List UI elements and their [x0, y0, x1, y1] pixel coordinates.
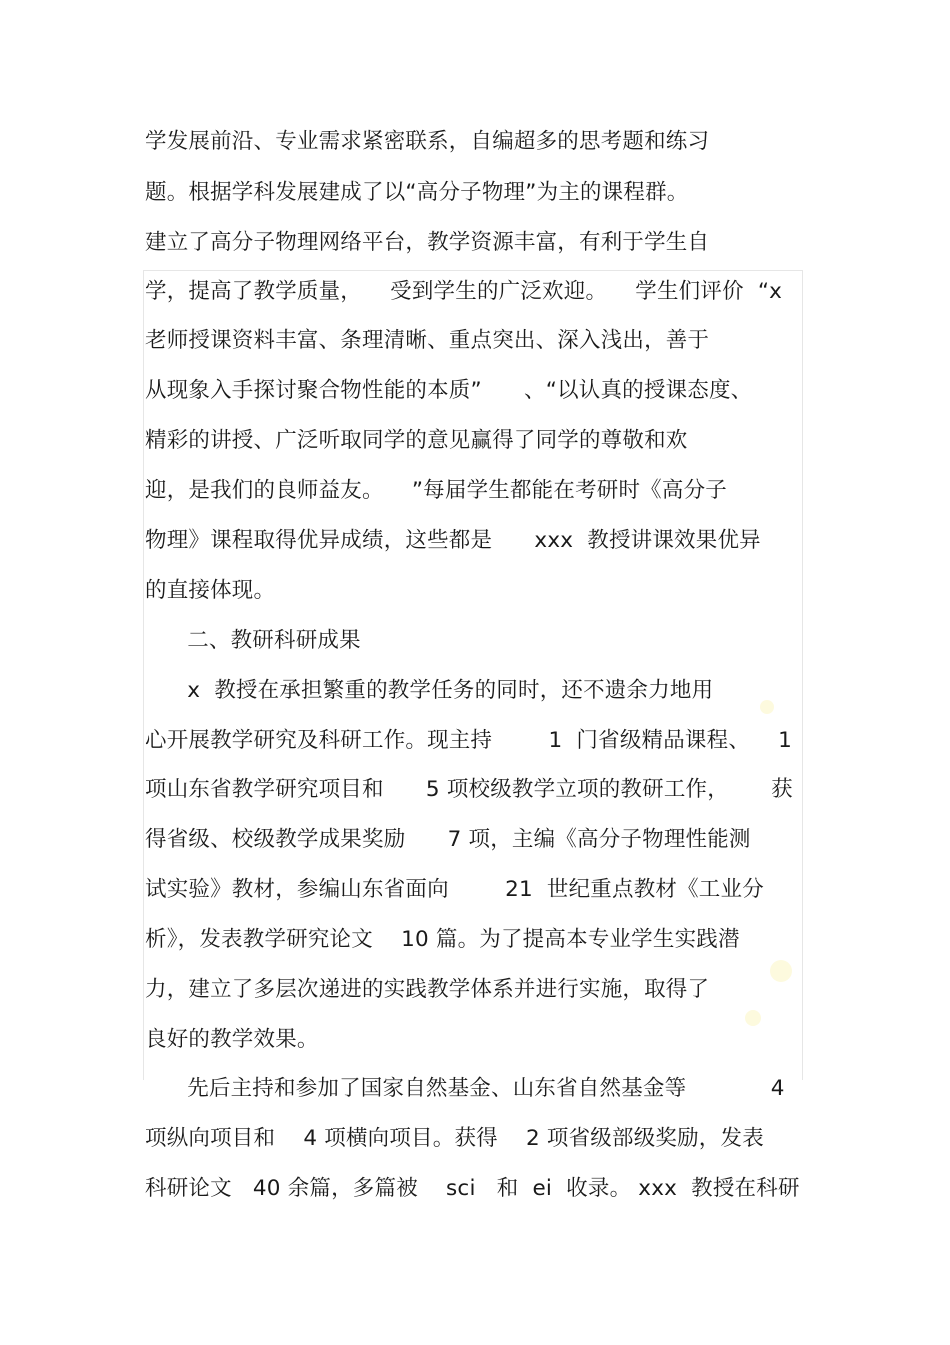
text-line: 建立了高分子物理网络平台，教学资源丰富，有利于学生自: [145, 230, 710, 255]
text-line: x 教授在承担繁重的教学任务的同时，还不遗余力地用: [145, 678, 714, 703]
text-line: 从现象入手探讨聚合物性能的本质” 、“以认真的授课态度、: [145, 378, 753, 403]
text-line: 学发展前沿、专业需求紧密联系，自编超多的思考题和练习: [145, 129, 710, 154]
text-line: 精彩的讲授、广泛听取同学的意见赢得了同学的尊敬和欢: [145, 428, 688, 453]
text-line: 的直接体现。: [145, 578, 276, 603]
section-heading: 二、教研科研成果: [145, 628, 361, 653]
text-line: 项山东省教学研究项目和 5 项校级教学立项的教研工作， 获: [145, 777, 793, 802]
text-line: 试实验》教材，参编山东省面向 21 世纪重点教材《工业分: [145, 877, 764, 902]
frame-right-border: [802, 270, 803, 1080]
text-line: 迎，是我们的良师益友。 ”每届学生都能在考研时《高分子: [145, 478, 727, 503]
text-line: 析》，发表教学研究论文 10 篇。为了提高本专业学生实践潜: [145, 927, 740, 952]
text-line: 良好的教学效果。: [145, 1027, 319, 1052]
text-line: 项纵向项目和 4 项横向项目。获得 2 项省级部级奖励，发表: [145, 1126, 764, 1151]
text-line: 题。根据学科发展建成了以“高分子物理”为主的课程群。: [145, 180, 689, 205]
frame-top-border: [143, 270, 803, 271]
text-line: 老师授课资料丰富、条理清晰、重点突出、深入浅出，善于: [145, 328, 710, 353]
text-line: 力，建立了多层次递进的实践教学体系并进行实施，取得了: [145, 977, 710, 1002]
text-line: 物理》课程取得优异成绩，这些都是 xxx 教授讲课效果优异: [145, 528, 761, 553]
text-line: 学，提高了教学质量， 受到学生的广泛欢迎。 学生们评价 “x: [145, 279, 783, 304]
faint-watermark-speck: [745, 1010, 761, 1026]
text-line: 心开展教学研究及科研工作。现主持 1 门省级精品课程、 1: [145, 728, 793, 753]
text-line: 得省级、校级教学成果奖励 7 项，主编《高分子物理性能测: [145, 827, 751, 852]
faint-watermark-speck: [770, 960, 792, 982]
faint-watermark-speck: [760, 700, 774, 714]
text-line: 科研论文 40 余篇，多篇被 sci 和 ei 收录。 xxx 教授在科研: [145, 1176, 800, 1201]
frame-left-border: [143, 270, 144, 1080]
text-line: 先后主持和参加了国家自然基金、山东省自然基金等 4: [145, 1076, 785, 1101]
